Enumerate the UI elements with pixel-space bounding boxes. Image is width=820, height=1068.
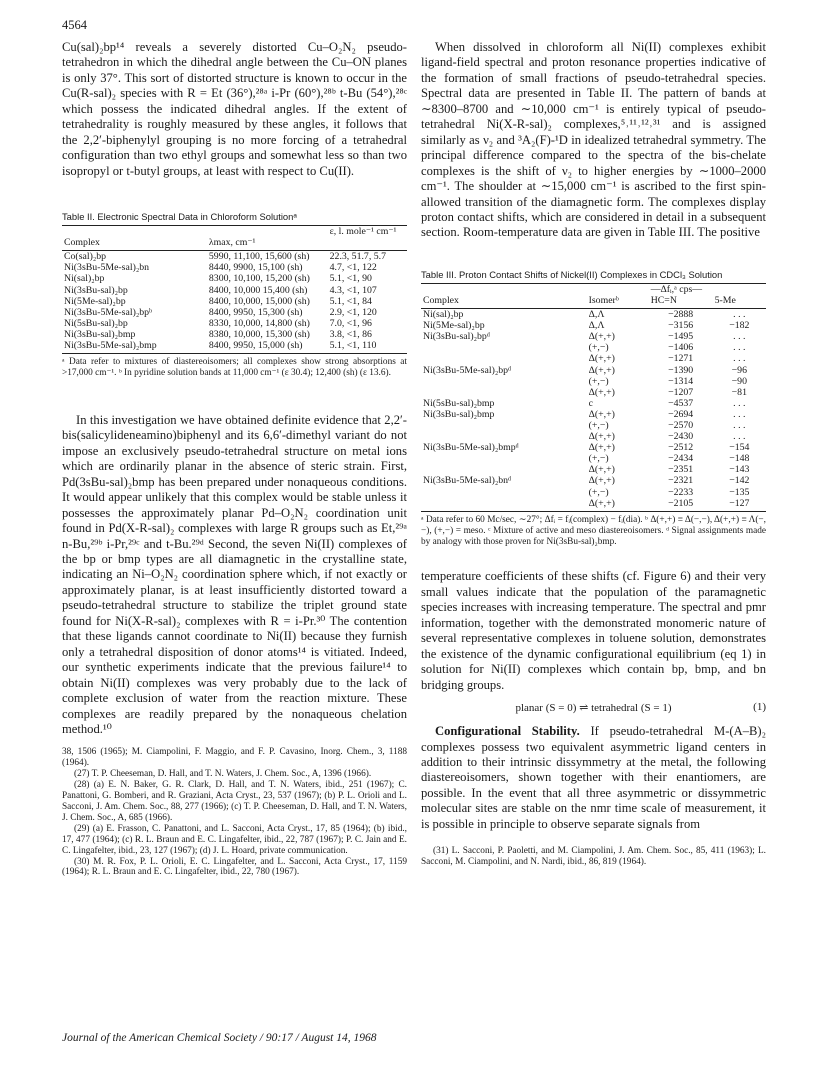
- table-cell: 8400, 9950, 15,000 (sh): [207, 340, 328, 354]
- table-cell: Ni(3sBu-5Me-sal)₂bmpᵈ: [423, 442, 519, 454]
- table-cell: [421, 487, 587, 498]
- table-row: [62, 318, 407, 329]
- section-heading: Configurational Stability.: [435, 724, 580, 739]
- table-row: [421, 498, 766, 512]
- table-cell: Ni(3sBu-sal)₂bp: [64, 284, 128, 296]
- table-iii: [421, 283, 766, 512]
- reference-entry: (30) M. R. Fox, P. L. Orioli, E. C. Lingafelter, and L. Sacconi, Acta Cryst., 17, 1159 (1964); R. L. Braun and E. C. Lingafelter, ibid., 22, 780 (1967).: [62, 856, 407, 878]
- table-cell: 2.9, <1, 120: [329, 306, 377, 318]
- table-cell: Ni(5Me-sal)₂bp: [423, 320, 485, 332]
- table-cell: 8380, 10,000, 15,300 (sh): [208, 328, 310, 340]
- table-cell: Ni(3sBu-5Me-sal)₂bpᵈ: [423, 364, 512, 376]
- table-cell: −1207: [668, 386, 694, 398]
- table-iii-header-5me: 5-Me: [713, 295, 766, 309]
- table-cell: 8400, 10,000, 15,000 (sh): [208, 295, 310, 307]
- table-cell: [421, 431, 587, 442]
- table-cell: Δ,Λ: [588, 309, 605, 321]
- body-paragraph: temperature coefficients of these shifts (cf. Figure 6) and their very small values indicate that the population of the paramagnetic species increases with increasing temperature. The spectral and pmr information, together with the demonstrated monomeric nature of several representative complexes in toluene solution, demonstrates the existence of the dynamic configurational equilibrium (eq 1) in solution for Ni(II) complexes which contain bp, bmp, and bn bridging groups.: [421, 569, 766, 692]
- table-cell: (+,−): [588, 486, 609, 498]
- table-cell: Δ(+,+): [588, 408, 615, 420]
- table-cell: . . .: [733, 397, 746, 409]
- table-row: [421, 365, 766, 376]
- body-paragraph: In this investigation we have obtained definite evidence that 2,2′-bis(salicylideneamino)biphenyl and its 6,6′-dimethyl variant do not impose an exclusively pseudo-tetrahedral structure on metal ions which are ordinarily planar in the absence of steric strain. First, Pd(3sBu-sal)₂bmp has been prepared under nonaqueous conditions. It would appear unlikely that this complex would be stable unless it possesses the approximately planar Pd–O₂N₂ coordination unit found in Pd(X-R-sal)₂ complexes with large R groups such as Et,²⁹ᵃ n-Bu,²⁹ᵇ i-Pr,²⁹ᶜ and t-Bu.²⁹ᵈ Second, the seven Ni(II) complexes of the bp or bmp types are all diamagnetic in the crystalline state, indicating an Ni–O₂N₂ coordination sphere which, if not exactly or approximately planar, is at least insufficiently distorted toward a pseudo-tetrahedral structure to stabilize the triplet ground state found for Ni(X-R-sal)₂ complexes with R = i-Pr.³⁰ The contention that these ligands cannot coordinate to Ni(II) because they furnish only a tetrahedral disposition of donor atoms¹⁴ is vitiated. Indeed, our synthetic experiments indicate that the previous failure¹⁴ to obtain Ni(II) complexes was very probably due to the lack of complete exclusion of water from the reaction mixture. These complexes are readily prepared by the nonaqueous chelation method.¹⁰: [62, 412, 407, 736]
- table-cell: . . .: [733, 331, 746, 343]
- table-cell: Ni(3sBu-sal)₂bmp: [64, 328, 136, 340]
- table-cell: (+,−): [588, 420, 609, 432]
- table-cell: −4537: [668, 397, 694, 409]
- table-cell: (+,−): [588, 375, 609, 387]
- table-iii-header-isomer: Isomerᵇ: [587, 295, 649, 309]
- table-row: [421, 431, 766, 442]
- table-cell: Ni(3sBu-sal)₂bpᵈ: [423, 331, 490, 343]
- table-cell: 8400, 10,000 15,400 (sh): [208, 284, 308, 296]
- table-cell: −127: [713, 498, 766, 512]
- table-cell: −182: [729, 320, 750, 332]
- table-cell: 8400, 9950, 15,300 (sh): [208, 306, 303, 318]
- body-paragraph: When dissolved in chloroform all Ni(II) complexes exhibit ligand-field spectral and proton resonance properties indicative of the formation of small fractions of pseudo-tetrahedral species. Spectral data are presented in Table II. The pattern of bands at ∼8300–8700 and ∼10,000 cm⁻¹ is entirely typical of pseudo-tetrahedral Ni(X-R-sal)₂ complexes,⁵˒¹¹˒¹²˒³¹ and is assigned similarly as ν₂ and ³A₂(F)-¹D in idealized tetrahedral symmetry. The principal difference compared to the spectra of the bis-chelate complexes is the shift of ν₂ to higher energies by ∼1000–2000 cm⁻¹. The shoulder at ∼15,000 cm⁻¹ is ascribed to the first spin-allowed transition of the diamagnetic form. The complexes display proton contact shifts, which are considered in detail in a subsequent section. Room-temperature data are given in Table III. The positive: [421, 40, 766, 240]
- table-iii-group-header: —Δfᵢ,ᵃ cps—: [649, 283, 766, 295]
- reference-entry: 38, 1506 (1965); M. Ciampolini, F. Maggio, and F. P. Cavasino, Inorg. Chem., 3, 1188 (1964).: [62, 747, 407, 769]
- table-cell: 4.3, <1, 107: [329, 284, 377, 296]
- table-cell: Ni(3sBu-5Me-sal)₂bmp: [62, 340, 207, 354]
- table-cell: −1495: [668, 331, 694, 343]
- table-cell: 7.0, <1, 96: [329, 317, 372, 329]
- table-row: [421, 309, 766, 321]
- table-row: [421, 331, 766, 342]
- table-cell: Ni(5sBu-sal)₂bp: [64, 317, 128, 329]
- table-cell: −148: [729, 453, 750, 465]
- reference-entry: (31) L. Sacconi, P. Paoletti, and M. Ciampolini, J. Am. Chem. Soc., 85, 411 (1963); L. Sacconi, M. Ciampolini, and N. Nardi, ibid., 86, 819 (1964).: [421, 846, 766, 868]
- table-cell: 3.8, <1, 86: [329, 328, 372, 340]
- table-cell: −81: [731, 386, 747, 398]
- table-cell: (+,−): [588, 342, 609, 354]
- table-cell: −2694: [668, 408, 694, 420]
- reference-entry: (29) (a) E. Frasson, C. Panattoni, and L. Sacconi, Acta Cryst., 17, 85 (1964); (b) ibid., 17, 477 (1964); (c) R. L. Braun and E. C. Lingafelter, ibid., 22, 787 (1967); P. C. Jain and E. C. Lingafelter, ibid., 23, 127 (1967); (d) J. L. Hoard, private communication.: [62, 823, 407, 856]
- table-row: [421, 464, 766, 475]
- table-cell: 5.1, <1, 90: [329, 273, 372, 285]
- table-row: [421, 342, 766, 353]
- table-row: [421, 376, 766, 387]
- table-row: [421, 398, 766, 409]
- table-cell: −90: [731, 375, 747, 387]
- table-cell: Δ(+,+): [588, 353, 615, 365]
- table-row: [62, 307, 407, 318]
- table-cell: Δ(+,+): [588, 364, 615, 376]
- table-cell: −1406: [668, 342, 694, 354]
- table-cell: −2570: [668, 420, 694, 432]
- table-ii-footnote: ᵃ Data refer to mixtures of diastereoisomers; all complexes show strong absorptions at >17,000 cm⁻¹. ᵇ In pyridine solution bands at 11,000 cm⁻¹ (ε 30.4); 12,400 (sh) (ε 13.6).: [62, 357, 407, 379]
- table-row: [421, 353, 766, 364]
- table-row: [421, 420, 766, 431]
- table-cell: Δ(+,+): [588, 442, 615, 454]
- table-iii-header-complex: Complex: [421, 295, 587, 309]
- table-cell: . . .: [733, 353, 746, 365]
- table-cell: −3156: [668, 320, 694, 332]
- equation-1: [421, 701, 766, 714]
- table-cell: 8440, 9900, 15,100 (sh): [208, 262, 303, 274]
- table-cell: . . .: [733, 309, 746, 321]
- footnote-references: [421, 846, 766, 868]
- table-cell: 22.3, 51.7, 5.7: [329, 251, 386, 263]
- table-cell: [421, 387, 587, 398]
- table-cell: [421, 420, 587, 431]
- table-cell: 4.7, <1, 122: [329, 262, 377, 274]
- table-cell: 8330, 10,000, 14,800 (sh): [208, 317, 310, 329]
- table-cell: Ni(3sBu-5Me-sal)₂bpᵇ: [64, 306, 153, 318]
- table-cell: −96: [731, 364, 747, 376]
- table-cell: [421, 453, 587, 464]
- table-cell: −2888: [668, 309, 694, 321]
- table-row: [62, 262, 407, 273]
- table-cell: −2321: [668, 475, 694, 487]
- table-cell: Ni(sal)₂bp: [64, 273, 105, 285]
- table-cell: [421, 353, 587, 364]
- table-row: [62, 329, 407, 340]
- body-paragraph: Cu(sal)₂bp¹⁴ reveals a severely distorted Cu–O₂N₂ pseudo-tetrahedron in which the dihedral angle between the Cu–ON planes is only 37°. This sort of distorted structure is known to occur in the Cu(R-sal)₂ species with R = Et (36°),²⁸ᵃ i-Pr (60°),²⁸ᵇ t-Bu (54°),²⁸ᶜ which possess the indicated dihedral angles. If the extent of tetrahedrality is roughly measured by these angles, it follows that the 2,2′-biphenylyl grouping is no more forcing of a tetrahedral configuration than two ethyl groups and somewhat less so than two isopropyl or t-butyl groups, at least with respect to Cu(II).: [62, 40, 407, 178]
- table-row: [421, 320, 766, 331]
- table-cell: Ni(3sBu-5Me-sal)₂bnᵈ: [423, 475, 512, 487]
- table-ii: [62, 225, 407, 354]
- left-column: [62, 40, 407, 878]
- table-iii-caption: Table III. Proton Contact Shifts of Nickel(II) Complexes in CDCl₃ Solution: [421, 268, 723, 280]
- table-cell: . . .: [733, 342, 746, 354]
- table-cell: Δ(+,+): [588, 386, 615, 398]
- table-row: [62, 251, 407, 263]
- reference-entry: (28) (a) E. N. Baker, G. R. Clark, D. Hall, and T. N. Waters, ibid., 251 (1967); C. Panattoni, G. Bomberi, and R. Graziani, Acta Cryst., 23, 537 (1967); (b) P. L. Orioli and L. Sacconi, J. Am. Chem. Soc., 88, 277 (1966); (c) T. P. Cheeseman, D. Hall, and T. N. Waters, J. Chem. Soc., A, 685 (1966).: [62, 780, 407, 823]
- table-cell: −2434: [668, 453, 694, 465]
- table-iii-footnote: ᵃ Data refer to 60 Mc/sec, ∼27°; Δfᵢ = fᵢ(complex) − fᵢ(dia). ᵇ Δ(+,+) ≡ Δ(−,−), Δ(+,+) ≡ Λ(−,−), (+,−) = meso. ᶜ Mixture of active and meso diastereoisomers. ᵈ Signal assignments made by analogy with those proven for Ni(3sBu-sal)₂bmp.: [421, 514, 766, 547]
- table-cell: c: [588, 397, 593, 409]
- table-cell: −2105: [649, 498, 713, 512]
- table-ii-caption: Table II. Electronic Spectral Data in Chloroform Solutionᵃ: [62, 211, 297, 223]
- table-cell: 8300, 10,100, 15,200 (sh): [208, 273, 310, 285]
- table-row: [62, 296, 407, 307]
- table-iii-header-hcn: HC=N: [649, 295, 713, 309]
- table-row: [421, 442, 766, 453]
- table-cell: Δ(+,+): [588, 331, 615, 343]
- body-paragraph: Configurational Stability. If pseudo-tetrahedral M-(A–B)₂ complexes possess two equivalent asymmetric ligand centers in addition to their intrinsic dissymmetry at the metal, the following diastereoisomers, shown together with their enantiomers, are possible. In the event that all three asymmetric or dissymmetric molecular sites are stable on the nmr time scale of measurement, it is possible in principle to observe separate signals from: [421, 724, 766, 831]
- table-cell: Δ(+,+): [588, 464, 615, 476]
- table-row: [62, 340, 407, 354]
- table-row: [62, 273, 407, 284]
- table-cell: −1271: [668, 353, 694, 365]
- table-cell: . . .: [733, 408, 746, 420]
- equation-text: planar (S = 0) ⇌ tetrahedral (S = 1): [515, 702, 672, 715]
- right-column: [421, 40, 766, 868]
- table-cell: [421, 376, 587, 387]
- table-cell: −154: [729, 442, 750, 454]
- table-cell: (+,−): [588, 453, 609, 465]
- table-ii-header-lambda: λmax, cm⁻¹: [207, 237, 328, 251]
- table-cell: −2512: [668, 442, 694, 454]
- table-cell: −142: [729, 475, 750, 487]
- table-row: [421, 453, 766, 464]
- table-cell: −1314: [668, 375, 694, 387]
- table-cell: Δ,Λ: [588, 320, 605, 332]
- reference-entry: (27) T. P. Cheeseman, D. Hall, and T. N. Waters, J. Chem. Soc., A, 1396 (1966).: [74, 769, 372, 780]
- table-cell: Ni(sal)₂bp: [423, 309, 464, 321]
- table-cell: −2351: [668, 464, 694, 476]
- table-row: [421, 487, 766, 498]
- table-ii-header-complex: Complex: [62, 237, 207, 251]
- table-cell: Δ(+,+): [588, 475, 615, 487]
- table-cell: −2233: [668, 486, 694, 498]
- table-cell: [421, 464, 587, 475]
- table-row: [421, 475, 766, 486]
- journal-footer: Journal of the American Chemical Society / 90:17 / August 14, 1968: [62, 1032, 377, 1044]
- table-cell: . . .: [733, 431, 746, 443]
- table-cell: [421, 498, 587, 512]
- table-ii-header-epsilon: ε, l. mole⁻¹ cm⁻¹: [328, 226, 407, 238]
- table-cell: Ni(3sBu-5Me-sal)₂bn: [64, 262, 150, 274]
- equation-number: (1): [753, 701, 766, 714]
- table-cell: Ni(5sBu-sal)₂bmp: [423, 397, 495, 409]
- table-cell: Ni(5Me-sal)₂bp: [64, 295, 126, 307]
- page-number: 4564: [62, 18, 87, 32]
- table-cell: . . .: [733, 420, 746, 432]
- table-cell: Co(sal)₂bp: [64, 251, 107, 263]
- table-cell: [421, 342, 587, 353]
- table-cell: −143: [729, 464, 750, 476]
- table-cell: 5.1, <1, 110: [328, 340, 407, 354]
- table-cell: −2430: [668, 431, 694, 443]
- table-cell: 5.1, <1, 84: [329, 295, 372, 307]
- table-cell: −1390: [668, 364, 694, 376]
- table-cell: 5990, 11,100, 15,600 (sh): [208, 251, 310, 263]
- table-row: [421, 387, 766, 398]
- table-row: [421, 409, 766, 420]
- table-cell: Ni(3sBu-sal)₂bmp: [423, 408, 495, 420]
- table-cell: Δ(+,+): [587, 498, 649, 512]
- footnote-references: [62, 747, 407, 878]
- table-cell: Δ(+,+): [588, 431, 615, 443]
- table-cell: −135: [729, 486, 750, 498]
- table-row: [62, 285, 407, 296]
